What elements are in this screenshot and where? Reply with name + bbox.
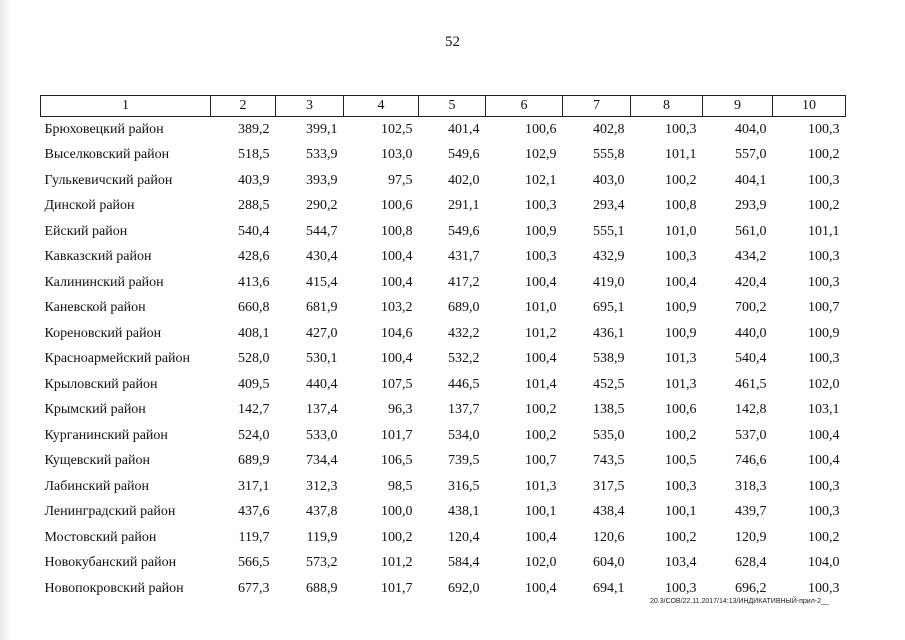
value-cell-col-6: 100,1 (525, 504, 557, 520)
document-footer-code: 20.3/СОВ/22.11.2017/14:13/ИНДИКАТИВНЫЙ-прил-2__ (650, 598, 829, 605)
value-cell-col-4: 106,5 (381, 453, 413, 469)
value-cell-col-2: 660,8 (238, 300, 270, 316)
value-cell-col-9: 540,4 (735, 351, 767, 367)
value-cell-col-7: 604,0 (593, 555, 625, 571)
value-cell-col-5: 120,4 (448, 529, 480, 545)
district-name-cell: Каневской район (44, 300, 146, 316)
district-name-cell: Крымский район (44, 402, 146, 418)
value-cell-col-2: 408,1 (238, 325, 270, 341)
value-cell-col-5: 291,1 (448, 198, 480, 214)
value-cell-col-7: 403,0 (593, 172, 625, 188)
district-name-cell: Гулькевичский район (44, 172, 173, 188)
value-cell-col-8: 100,2 (665, 529, 697, 545)
table-row (41, 194, 846, 220)
district-name-cell: Ленинградский район (44, 504, 176, 520)
value-cell-col-5: 534,0 (448, 427, 480, 443)
value-cell-col-3: 688,9 (306, 580, 338, 596)
value-cell-col-2: 518,5 (238, 147, 270, 163)
value-cell-col-8: 103,4 (665, 555, 697, 571)
value-cell-col-3: 544,7 (306, 223, 338, 239)
value-cell-col-3: 290,2 (306, 198, 338, 214)
value-cell-col-8: 100,3 (665, 121, 697, 137)
district-name-cell: Кореновский район (44, 325, 162, 341)
column-header-10: 10 (773, 96, 846, 117)
value-cell-col-8: 100,6 (665, 402, 697, 418)
value-cell-col-4: 96,3 (388, 402, 413, 418)
column-header-4: 4 (344, 96, 419, 117)
table-row (41, 117, 846, 143)
value-cell-col-5: 446,5 (448, 376, 480, 392)
table-row (41, 143, 846, 169)
value-cell-col-3: 530,1 (306, 351, 338, 367)
value-cell-col-7: 438,4 (593, 504, 625, 520)
value-cell-col-5: 417,2 (448, 274, 480, 290)
value-cell-col-4: 103,0 (381, 147, 413, 163)
district-name-cell: Новопокровский район (44, 580, 184, 596)
value-cell-col-8: 101,0 (665, 223, 697, 239)
column-number-header-row (41, 96, 846, 117)
value-cell-col-4: 98,5 (388, 478, 413, 494)
value-cell-col-4: 97,5 (388, 172, 413, 188)
value-cell-col-4: 100,4 (381, 274, 413, 290)
value-cell-col-10: 100,2 (808, 147, 840, 163)
table-row (41, 270, 846, 296)
district-name-cell: Лабинский район (44, 478, 150, 494)
value-cell-col-9: 440,0 (735, 325, 767, 341)
value-cell-col-9: 628,4 (735, 555, 767, 571)
district-name-cell: Курганинский район (44, 427, 168, 443)
value-cell-col-6: 100,3 (525, 198, 557, 214)
value-cell-col-3: 437,8 (306, 504, 338, 520)
value-cell-col-10: 100,4 (808, 453, 840, 469)
table-row (41, 168, 846, 194)
value-cell-col-8: 100,4 (665, 274, 697, 290)
value-cell-col-3: 573,2 (306, 555, 338, 571)
value-cell-col-9: 120,9 (735, 529, 767, 545)
district-indicator-table (40, 95, 846, 602)
column-header-6: 6 (486, 96, 563, 117)
value-cell-col-10: 100,3 (808, 249, 840, 265)
value-cell-col-10: 101,1 (808, 223, 840, 239)
value-cell-col-10: 100,3 (808, 274, 840, 290)
value-cell-col-10: 100,9 (808, 325, 840, 341)
table-row (41, 245, 846, 271)
value-cell-col-5: 689,0 (448, 300, 480, 316)
district-name-cell: Новокубанский район (44, 555, 177, 571)
value-cell-col-10: 104,0 (808, 555, 840, 571)
value-cell-col-5: 532,2 (448, 351, 480, 367)
value-cell-col-8: 100,5 (665, 453, 697, 469)
column-header-3: 3 (276, 96, 344, 117)
value-cell-col-3: 119,9 (306, 529, 338, 545)
value-cell-col-3: 312,3 (306, 478, 338, 494)
value-cell-col-8: 100,9 (665, 300, 697, 316)
value-cell-col-6: 100,7 (525, 453, 557, 469)
value-cell-col-3: 393,9 (306, 172, 338, 188)
value-cell-col-4: 107,5 (381, 376, 413, 392)
value-cell-col-5: 739,5 (448, 453, 480, 469)
column-header-1: 1 (41, 96, 211, 117)
value-cell-col-7: 293,4 (593, 198, 625, 214)
value-cell-col-10: 103,1 (808, 402, 840, 418)
value-cell-col-9: 293,9 (735, 198, 767, 214)
value-cell-col-6: 100,4 (525, 351, 557, 367)
value-cell-col-5: 402,0 (448, 172, 480, 188)
value-cell-col-6: 102,1 (525, 172, 557, 188)
value-cell-col-3: 533,0 (306, 427, 338, 443)
value-cell-col-6: 101,0 (525, 300, 557, 316)
table-row (41, 219, 846, 245)
value-cell-col-2: 524,0 (238, 427, 270, 443)
value-cell-col-3: 427,0 (306, 325, 338, 341)
value-cell-col-4: 100,2 (381, 529, 413, 545)
district-name-cell: Кавказский район (44, 249, 152, 265)
value-cell-col-2: 119,7 (238, 529, 270, 545)
value-cell-col-6: 100,4 (525, 580, 557, 596)
value-cell-col-2: 689,9 (238, 453, 270, 469)
value-cell-col-6: 101,4 (525, 376, 557, 392)
value-cell-col-7: 743,5 (593, 453, 625, 469)
value-cell-col-6: 100,2 (525, 427, 557, 443)
value-cell-col-5: 692,0 (448, 580, 480, 596)
value-cell-col-8: 101,3 (665, 351, 697, 367)
value-cell-col-6: 102,9 (525, 147, 557, 163)
value-cell-col-2: 677,3 (238, 580, 270, 596)
value-cell-col-10: 100,3 (808, 351, 840, 367)
value-cell-col-3: 440,4 (306, 376, 338, 392)
district-name-cell: Выселковский район (44, 147, 170, 163)
district-name-cell: Кущевский район (44, 453, 151, 469)
value-cell-col-5: 432,2 (448, 325, 480, 341)
value-cell-col-4: 101,2 (381, 555, 413, 571)
value-cell-col-2: 413,6 (238, 274, 270, 290)
value-cell-col-2: 528,0 (238, 351, 270, 367)
value-cell-col-10: 100,3 (808, 504, 840, 520)
value-cell-col-6: 101,3 (525, 478, 557, 494)
value-cell-col-9: 420,4 (735, 274, 767, 290)
value-cell-col-9: 142,8 (735, 402, 767, 418)
value-cell-col-7: 538,9 (593, 351, 625, 367)
value-cell-col-4: 100,0 (381, 504, 413, 520)
value-cell-col-4: 101,7 (381, 427, 413, 443)
value-cell-col-9: 561,0 (735, 223, 767, 239)
value-cell-col-10: 100,3 (808, 580, 840, 596)
column-header-2: 2 (211, 96, 276, 117)
value-cell-col-8: 100,9 (665, 325, 697, 341)
value-cell-col-4: 102,5 (381, 121, 413, 137)
column-header-5: 5 (419, 96, 486, 117)
district-name-cell: Динской район (44, 198, 135, 214)
value-cell-col-5: 316,5 (448, 478, 480, 494)
table-row (41, 449, 846, 475)
value-cell-col-2: 288,5 (238, 198, 270, 214)
value-cell-col-2: 540,4 (238, 223, 270, 239)
page-number: 52 (445, 34, 460, 50)
value-cell-col-9: 404,1 (735, 172, 767, 188)
value-cell-col-3: 734,4 (306, 453, 338, 469)
value-cell-col-7: 432,9 (593, 249, 625, 265)
value-cell-col-8: 100,3 (665, 478, 697, 494)
value-cell-col-2: 566,5 (238, 555, 270, 571)
value-cell-col-7: 452,5 (593, 376, 625, 392)
district-name-cell: Красноармейский район (44, 351, 191, 367)
value-cell-col-7: 555,8 (593, 147, 625, 163)
district-name-cell: Брюховецкий район (44, 121, 164, 137)
value-cell-col-2: 409,5 (238, 376, 270, 392)
table-row (41, 321, 846, 347)
district-name-cell: Мостовский район (44, 529, 157, 545)
value-cell-col-6: 100,4 (525, 529, 557, 545)
value-cell-col-9: 700,2 (735, 300, 767, 316)
table-row (41, 474, 846, 500)
value-cell-col-2: 142,7 (238, 402, 270, 418)
value-cell-col-6: 100,3 (525, 249, 557, 265)
value-cell-col-8: 101,3 (665, 376, 697, 392)
value-cell-col-3: 415,4 (306, 274, 338, 290)
column-header-8: 8 (631, 96, 703, 117)
value-cell-col-3: 681,9 (306, 300, 338, 316)
district-name-cell: Крыловский район (44, 376, 158, 392)
table-row (41, 500, 846, 526)
value-cell-col-7: 436,1 (593, 325, 625, 341)
value-cell-col-9: 537,0 (735, 427, 767, 443)
value-cell-col-4: 100,8 (381, 223, 413, 239)
column-header-9: 9 (703, 96, 773, 117)
value-cell-col-10: 100,3 (808, 121, 840, 137)
value-cell-col-6: 100,2 (525, 402, 557, 418)
value-cell-col-10: 100,3 (808, 478, 840, 494)
value-cell-col-8: 101,1 (665, 147, 697, 163)
value-cell-col-2: 437,6 (238, 504, 270, 520)
value-cell-col-7: 120,6 (593, 529, 625, 545)
value-cell-col-5: 401,4 (448, 121, 480, 137)
value-cell-col-7: 695,1 (593, 300, 625, 316)
table-row (41, 296, 846, 322)
value-cell-col-5: 549,6 (448, 147, 480, 163)
value-cell-col-5: 549,6 (448, 223, 480, 239)
value-cell-col-9: 557,0 (735, 147, 767, 163)
value-cell-col-8: 100,1 (665, 504, 697, 520)
value-cell-col-6: 101,2 (525, 325, 557, 341)
value-cell-col-6: 100,9 (525, 223, 557, 239)
value-cell-col-5: 431,7 (448, 249, 480, 265)
value-cell-col-7: 402,8 (593, 121, 625, 137)
value-cell-col-7: 555,1 (593, 223, 625, 239)
value-cell-col-5: 137,7 (448, 402, 480, 418)
value-cell-col-3: 533,9 (306, 147, 338, 163)
value-cell-col-3: 137,4 (306, 402, 338, 418)
district-name-cell: Калининский район (44, 274, 164, 290)
value-cell-col-3: 399,1 (306, 121, 338, 137)
value-cell-col-10: 102,0 (808, 376, 840, 392)
value-cell-col-7: 419,0 (593, 274, 625, 290)
value-cell-col-4: 103,2 (381, 300, 413, 316)
value-cell-col-7: 317,5 (593, 478, 625, 494)
value-cell-col-7: 694,1 (593, 580, 625, 596)
value-cell-col-9: 439,7 (735, 504, 767, 520)
value-cell-col-4: 100,6 (381, 198, 413, 214)
table-row (41, 347, 846, 373)
table-row (41, 423, 846, 449)
value-cell-col-8: 100,3 (665, 249, 697, 265)
value-cell-col-2: 317,1 (238, 478, 270, 494)
table-row (41, 525, 846, 551)
value-cell-col-10: 100,7 (808, 300, 840, 316)
value-cell-col-2: 428,6 (238, 249, 270, 265)
scan-edge-shadow (0, 0, 10, 640)
value-cell-col-5: 438,1 (448, 504, 480, 520)
value-cell-col-3: 430,4 (306, 249, 338, 265)
value-cell-col-2: 403,9 (238, 172, 270, 188)
table-row (41, 398, 846, 424)
value-cell-col-4: 100,4 (381, 249, 413, 265)
value-cell-col-8: 100,8 (665, 198, 697, 214)
value-cell-col-7: 535,0 (593, 427, 625, 443)
value-cell-col-10: 100,2 (808, 529, 840, 545)
value-cell-col-9: 404,0 (735, 121, 767, 137)
value-cell-col-6: 100,6 (525, 121, 557, 137)
table-row (41, 372, 846, 398)
value-cell-col-9: 461,5 (735, 376, 767, 392)
value-cell-col-5: 584,4 (448, 555, 480, 571)
value-cell-col-4: 101,7 (381, 580, 413, 596)
value-cell-col-9: 318,3 (735, 478, 767, 494)
value-cell-col-6: 102,0 (525, 555, 557, 571)
value-cell-col-8: 100,3 (665, 580, 697, 596)
column-header-7: 7 (563, 96, 631, 117)
value-cell-col-9: 434,2 (735, 249, 767, 265)
value-cell-col-10: 100,3 (808, 172, 840, 188)
value-cell-col-7: 138,5 (593, 402, 625, 418)
value-cell-col-8: 100,2 (665, 427, 697, 443)
value-cell-col-2: 389,2 (238, 121, 270, 137)
table-row (41, 551, 846, 577)
value-cell-col-6: 100,4 (525, 274, 557, 290)
table-body (41, 117, 846, 602)
value-cell-col-9: 696,2 (735, 580, 767, 596)
value-cell-col-4: 104,6 (381, 325, 413, 341)
value-cell-col-10: 100,4 (808, 427, 840, 443)
value-cell-col-4: 100,4 (381, 351, 413, 367)
district-name-cell: Ейский район (44, 223, 128, 239)
value-cell-col-10: 100,2 (808, 198, 840, 214)
value-cell-col-8: 100,2 (665, 172, 697, 188)
value-cell-col-9: 746,6 (735, 453, 767, 469)
